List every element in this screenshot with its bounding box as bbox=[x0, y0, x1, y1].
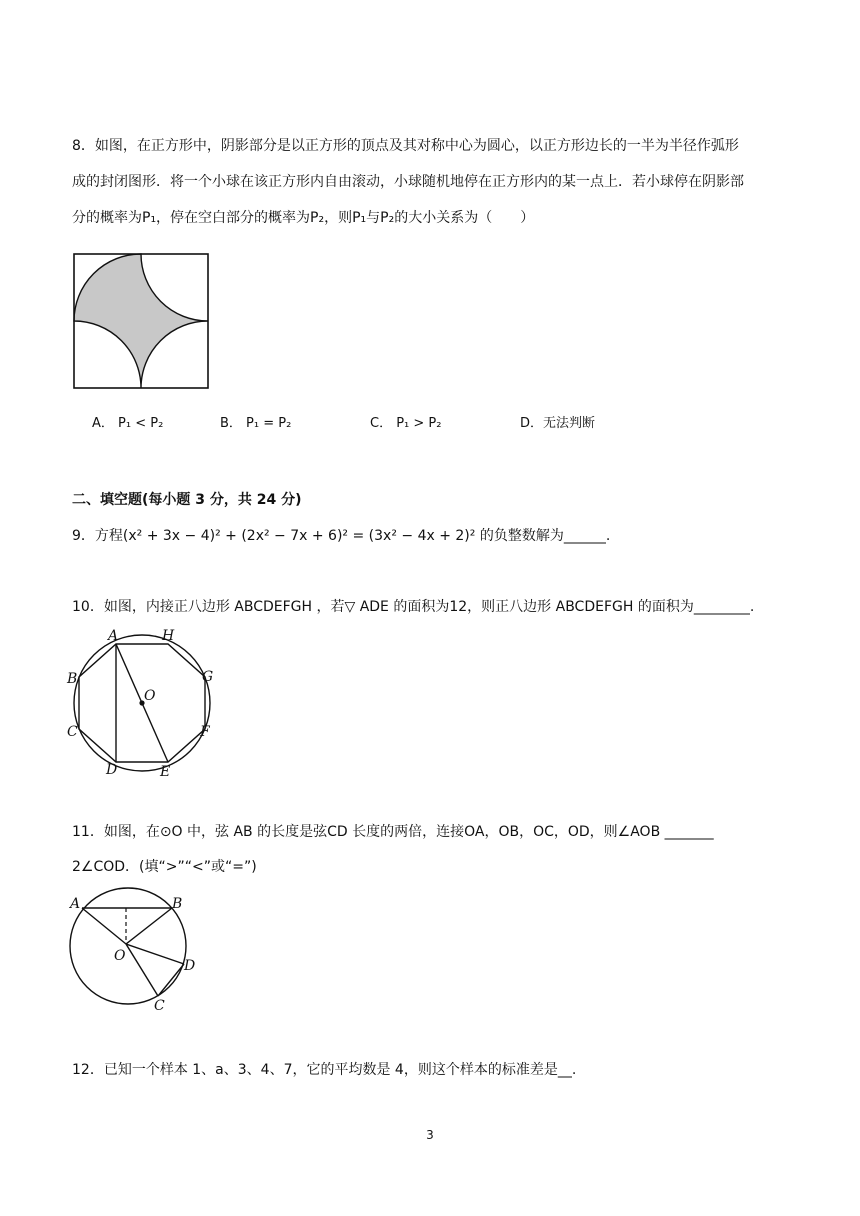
q10-label-h: H bbox=[162, 628, 175, 644]
page-number: 3 bbox=[426, 1128, 434, 1142]
q10-text: 10．如图，内接正八边形 ABCDEFGH ，若▽ ADE 的面积为12，则正八边形 ABCDEFGH 的面积为________. bbox=[72, 599, 755, 615]
q10-label-a: A bbox=[108, 628, 119, 644]
q8-line2: 成的封闭图形．将一个小球在该正方形内自由滚动，小球随机地停在正方形内的某一点上．若小球停在阴影部 bbox=[72, 174, 744, 190]
q10-label-g: G bbox=[202, 669, 214, 685]
q8-line3: 分的概率为P₁，停在空白部分的概率为P₂，则P₁与P₂的大小关系为（ ） bbox=[72, 210, 535, 226]
q11-line2: 2∠COD．(填“>”“<”或“=”) bbox=[72, 859, 257, 875]
q11-label-a: A bbox=[70, 896, 81, 912]
q11-label-b: B bbox=[172, 896, 183, 912]
q8-line1: 8．如图，在正方形中，阴影部分是以正方形的顶点及其对称中心为圆心，以正方形边长的一半为半径作弧形 bbox=[72, 138, 739, 154]
q10-label-e: E bbox=[160, 764, 171, 780]
q11-radius-ob bbox=[126, 908, 172, 944]
q10-label-d: D bbox=[106, 762, 118, 778]
q11-radius-oc bbox=[126, 944, 158, 996]
q8-option-c[interactable]: C． P₁ > P₂ bbox=[370, 416, 442, 431]
q11-radius-oa bbox=[82, 908, 126, 944]
q11-label-c: C bbox=[154, 998, 165, 1014]
q10-label-c: C bbox=[67, 724, 78, 740]
q10-label-b: B bbox=[67, 671, 78, 687]
q10-label-f: F bbox=[200, 724, 210, 740]
q11-line1: 11．如图，在⊙O 中，弦 AB 的长度是弦CD 长度的两倍，连接OA，OB，OC，OD，则∠AOB _______ bbox=[72, 824, 714, 840]
q10-label-o: O bbox=[144, 688, 156, 704]
q10-octagon-figure bbox=[66, 628, 226, 778]
q11-radius-od bbox=[126, 944, 184, 964]
q8-option-a[interactable]: A． P₁ < P₂ bbox=[92, 416, 164, 431]
q8-square-figure bbox=[74, 254, 208, 388]
q9-text: 9．方程(x² + 3x − 4)² + (2x² − 7x + 6)² = (3x² − 4x + 2)² 的负整数解为______. bbox=[72, 528, 611, 544]
q11-label-o: O bbox=[114, 948, 126, 964]
q8-option-d[interactable]: D．无法判断 bbox=[520, 416, 596, 431]
q11-label-d: D bbox=[184, 958, 196, 974]
q11-circle-figure bbox=[66, 892, 206, 1014]
q11-chord-cd bbox=[158, 964, 184, 996]
q12-text: 12．已知一个样本 1、a、3、4、7，它的平均数是 4，则这个样本的标准差是__. bbox=[72, 1062, 577, 1078]
q8-option-b[interactable]: B． P₁ = P₂ bbox=[220, 416, 292, 431]
section-heading: 二、填空题(每小题 3 分，共 24 分) bbox=[72, 492, 302, 508]
